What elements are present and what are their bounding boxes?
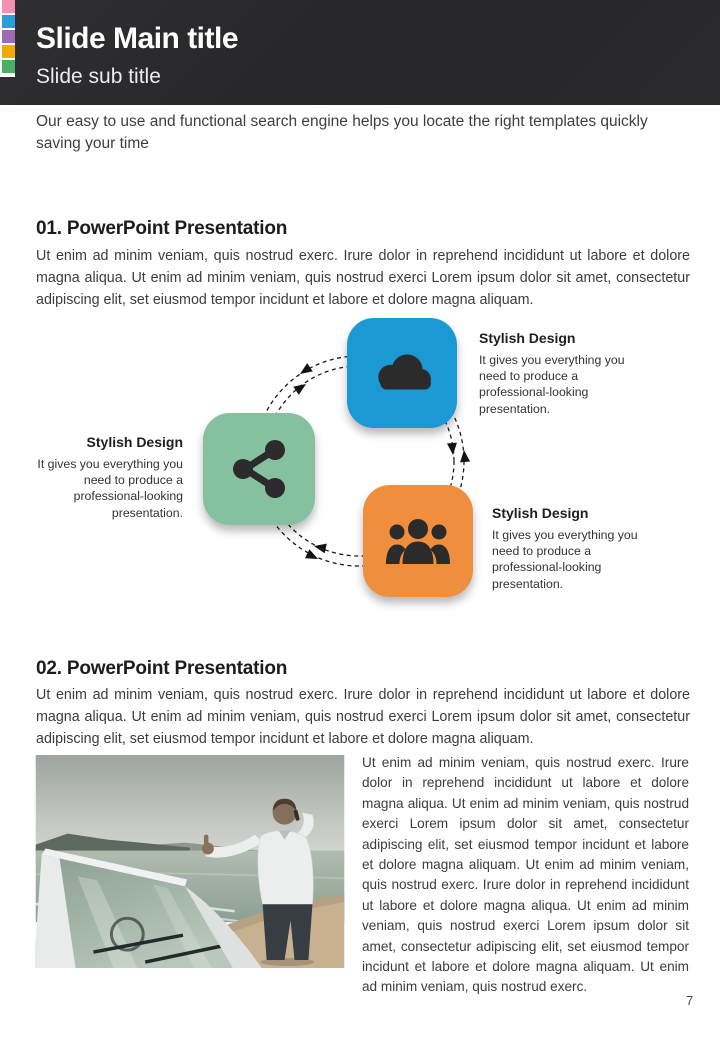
cycle-diagram	[0, 310, 720, 622]
beach-photo-illustration	[35, 755, 345, 968]
diagram-node-share	[203, 413, 315, 525]
diagram-label-title: Stylish Design	[86, 434, 183, 450]
page-subtitle: Slide sub title	[36, 65, 161, 88]
bottom-column-text: Ut enim ad minim veniam, quis nostrud exerc. Irure dolor in reprehend incididunt ut labore et dolore magna aliqua. Ut enim ad minim veniam, quis nostrud exerci Lorem ipsum dolor sit amet, consectetur adipiscing elit, set eiusmod tempor incidunt et labore et dolore magna aliquam. Ut enim ad minim veniam, quis nostrud exerc. Irure dolor in reprehend incididunt ut labore et dolore magna aliqua. Ut enim ad minim veniam, quis nostrud exerci Lorem ipsum dolor sit amet, consectetur adipiscing elit, set eiusmod tempor incidunt et labore et dolore magna aliquam. Ut enim ad minim veniam, quis nostrud exerc.	[362, 755, 689, 995]
beach-photo	[35, 755, 345, 968]
section-1-body: Ut enim ad minim veniam, quis nostrud exerc. Irure dolor in reprehend incididunt ut labore et dolore magna aliqua. Ut enim ad minim veniam, quis nostrud exerci Lorem ipsum dolor sit amet, consectetur adipiscing elit, set eiusmod tempor incidunt et labore et dolore magna aliquam.	[36, 248, 690, 309]
section-2-body: Ut enim ad minim veniam, quis nostrud exerc. Irure dolor in reprehend incididunt ut labore et dolore magna aliqua. Ut enim ad minim veniam, quis nostrud exerci Lorem ipsum dolor sit amet, consectetur adipiscing elit, set eiusmod tempor incidunt et labore et dolore magna aliquam.	[36, 687, 690, 748]
intro-text: Our easy to use and functional search engine helps you locate the right templates quickly saving your time	[36, 113, 648, 153]
page-number: 7	[686, 993, 694, 1008]
header-bar	[0, 0, 720, 105]
diagram-label-description: It gives you everything you need to produce a professional-looking presentation.	[37, 457, 183, 520]
diagram-label-people	[492, 505, 657, 592]
diagram-label-share	[26, 434, 183, 521]
cloud-icon	[369, 350, 435, 396]
accent-squares	[0, 0, 15, 77]
accent-square-pink	[2, 0, 15, 13]
accent-square-blue	[2, 15, 15, 28]
section-1-heading: 01. PowerPoint Presentation	[36, 218, 288, 239]
users-icon	[384, 518, 452, 564]
diagram-label-description: It gives you everything you need to produce a professional-looking presentation.	[492, 528, 638, 591]
accent-square-amber	[2, 45, 15, 58]
diagram-label-description: It gives you everything you need to produce a professional-looking presentation.	[479, 353, 625, 416]
diagram-label-cloud	[479, 330, 639, 417]
page-title: Slide Main title	[36, 22, 239, 55]
accent-square-green	[2, 60, 15, 73]
diagram-label-title: Stylish Design	[492, 505, 589, 521]
diagram-node-cloud	[347, 318, 457, 428]
share-icon	[229, 439, 289, 499]
diagram-node-people	[363, 485, 473, 597]
accent-square-purple	[2, 30, 15, 43]
section-2-heading: 02. PowerPoint Presentation	[36, 658, 288, 679]
diagram-label-title: Stylish Design	[479, 330, 576, 346]
